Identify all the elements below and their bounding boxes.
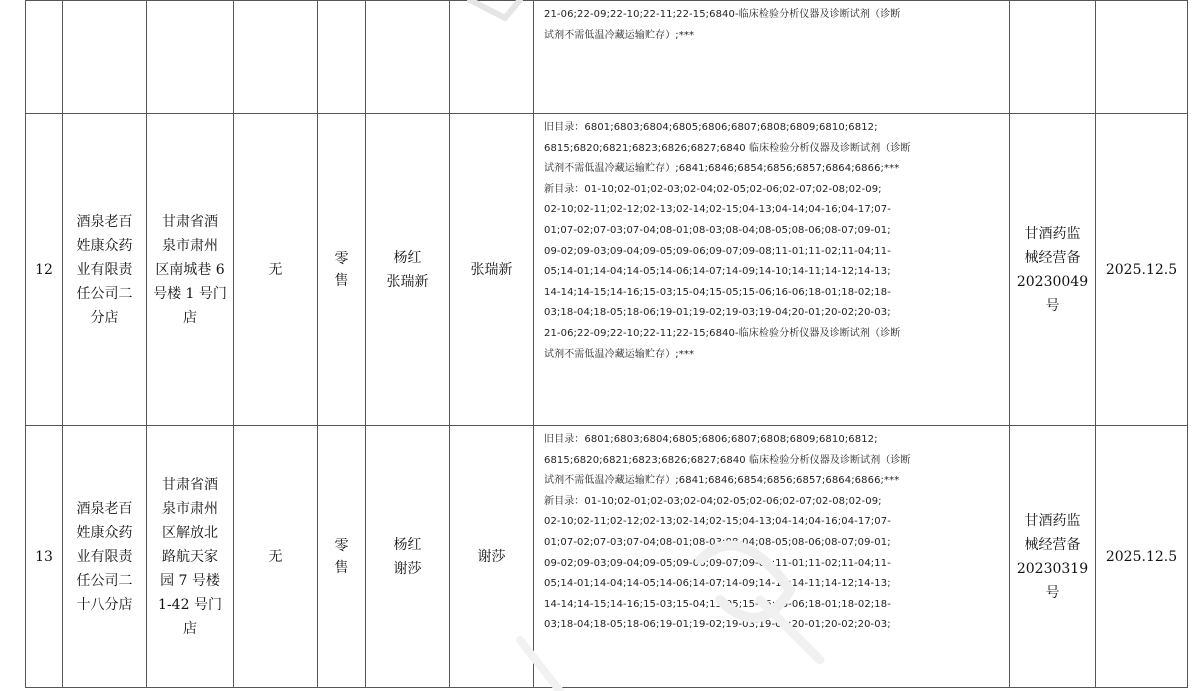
cell-col4 [234, 1, 318, 114]
scope-line: 09-02;09-03;09-04;09-05;09-06;09-07;09-08;11-01;11-02;11-04;11- [544, 245, 891, 257]
address-line: 泉市肃州 [162, 500, 218, 517]
mode-char: 零 [334, 250, 349, 267]
address-line: 号楼 1 号门 [153, 285, 227, 302]
address-line: 泉市肃州 [162, 237, 218, 254]
license-line: 20230319 [1016, 560, 1089, 577]
scope-line: 试剂不需低温冷藏运输贮存）;6841;6846;6854;6856;6857;6864;6866;*** [544, 163, 900, 175]
scope-line: 旧目录：6801;6803;6804;6805;6806;6807;6808;6809;6810;6812; [544, 434, 878, 445]
cell-address [147, 114, 234, 426]
scope-line: 03;18-04;18-05;18-06;19-01;19-02;19-03;19-04;20-01;20-02;20-03; [544, 619, 891, 631]
scope-line: 新目录：01-10;02-01;02-03;02-04;02-05;02-06;02-07;02-08;02-09; [544, 183, 882, 195]
company-line: 姓康众药 [76, 524, 133, 541]
license-line: 械经营备 [1024, 249, 1081, 266]
scope-line: 试剂不需低温冷藏运输贮存）;6841;6846;6854;6856;6857;6864;6866;*** [544, 475, 900, 487]
license-line: 20230049 [1016, 273, 1089, 290]
cell-persons [366, 426, 450, 688]
cell-number: 13 [26, 426, 63, 688]
cell-address [147, 1, 234, 114]
company-line: 任公司二 [76, 572, 133, 589]
scope-line: 新目录：01-10;02-01;02-03;02-04;02-05;02-06;02-07;02-08;02-09; [544, 495, 882, 507]
address-line: 路航天家 [162, 548, 218, 565]
table-row [26, 426, 1188, 688]
scope-line: 旧目录：6801;6803;6804;6805;6806;6807;6808;6809;6810;6812; [544, 122, 878, 133]
license-line: 甘酒药监 [1024, 512, 1081, 529]
address-line: 店 [183, 309, 197, 326]
scope-line: 03;18-04;18-05;18-06;19-01;19-02;19-03;19-04;20-01;20-02;20-03; [544, 307, 891, 319]
cell-date: 2025.12.5 [1096, 426, 1188, 688]
cell-business-scope [534, 1, 1010, 114]
cell-persons [366, 1, 450, 114]
scope-line: 21-06;22-09;22-10;22-11;22-15;6840-临床检验分析仪器及诊断试剂（诊断 [544, 9, 901, 20]
cell-company [63, 426, 147, 688]
cell-number: 12 [26, 114, 63, 426]
license-line: 号 [1045, 584, 1060, 601]
cell-quality: 谢莎 [450, 426, 534, 688]
cell-license [1010, 426, 1096, 688]
cell-mode [318, 426, 366, 688]
scope-line: 21-06;22-09;22-10;22-11;22-15;6840-临床检验分析仪器及诊断试剂（诊断 [544, 327, 901, 339]
cell-number [26, 1, 63, 114]
scope-line: 09-02;09-03;09-04;09-05;09-06;09-07;09-08;11-01;11-02;11-04;11- [544, 557, 891, 569]
scope-line: 6815;6820;6821;6823;6826;6827;6840 临床检验分析仪器及诊断试剂（诊断 [544, 142, 911, 154]
scope-line: 02-10;02-11;02-12;02-13;02-14;02-15;04-13;04-14;04-16;04-17;07- [544, 516, 891, 528]
license-line: 械经营备 [1024, 536, 1081, 553]
scope-line: 02-10;02-11;02-12;02-13;02-14;02-15;04-13;04-14;04-16;04-17;07- [544, 204, 891, 216]
scope-line: 试剂不需低温冷藏运输贮存）;*** [544, 29, 695, 41]
registration-table [25, 0, 1188, 688]
cell-business-scope [534, 426, 1010, 688]
address-line: 甘肃省酒 [162, 213, 218, 230]
cell-quality: 张瑞新 [450, 114, 534, 426]
company-line: 业有限责 [76, 261, 133, 278]
person-name: 杨红 [393, 536, 422, 553]
scope-line: 14-14;14-15;14-16;15-03;15-04;15-05;15-06;16-06;18-01;18-02;18- [544, 598, 891, 610]
scope-line: 14-14;14-15;14-16;15-03;15-04;15-05;15-06;16-06;18-01;18-02;18- [544, 286, 891, 298]
address-line: 区解放北 [162, 524, 218, 541]
address-line: 店 [183, 620, 197, 637]
company-line: 业有限责 [76, 548, 133, 565]
scope-line: 01;07-02;07-03;07-04;08-01;08-03;08-04;08-05;08-06;08-07;09-01; [544, 536, 891, 548]
address-line: 甘肃省酒 [162, 476, 218, 493]
address-line: 1-42 号门 [158, 596, 222, 613]
company-line: 分店 [90, 309, 119, 326]
cell-col4: 无 [234, 426, 318, 688]
license-line: 甘酒药监 [1024, 225, 1081, 242]
scope-line: 05;14-01;14-04;14-05;14-06;14-07;14-09;14-10;14-11;14-12;14-13; [544, 266, 891, 278]
table-row [26, 114, 1188, 426]
person-name: 杨红 [393, 249, 422, 266]
license-line: 号 [1045, 297, 1060, 314]
cell-mode [318, 1, 366, 114]
mode-char: 售 [334, 559, 349, 576]
person-name: 张瑞新 [386, 273, 429, 290]
company-line: 任公司二 [76, 285, 133, 302]
cell-company [63, 114, 147, 426]
company-line: 姓康众药 [76, 237, 133, 254]
cell-license [1010, 1, 1096, 114]
scope-line: 6815;6820;6821;6823;6826;6827;6840 临床检验分析仪器及诊断试剂（诊断 [544, 454, 911, 466]
company-line: 酒泉老百 [76, 213, 133, 230]
scope-line: 试剂不需低温冷藏运输贮存）;*** [544, 348, 695, 360]
cell-company [63, 1, 147, 114]
scope-line: 01;07-02;07-03;07-04;08-01;08-03;08-04;08-05;08-06;08-07;09-01; [544, 224, 891, 236]
cell-address [147, 426, 234, 688]
cell-persons [366, 114, 450, 426]
company-line: 酒泉老百 [76, 500, 133, 517]
cell-col4: 无 [234, 114, 318, 426]
scope-line: 05;14-01;14-04;14-05;14-06;14-07;14-09;14-10;14-11;14-12;14-13; [544, 578, 891, 590]
table-row [26, 1, 1188, 114]
cell-mode [318, 114, 366, 426]
cell-license [1010, 114, 1096, 426]
cell-quality [450, 1, 534, 114]
person-name: 谢莎 [393, 560, 422, 577]
company-line: 十八分店 [76, 596, 133, 613]
mode-char: 零 [334, 537, 349, 554]
mode-char: 售 [334, 272, 349, 289]
cell-date [1096, 1, 1188, 114]
cell-business-scope [534, 114, 1010, 426]
cell-date: 2025.12.5 [1096, 114, 1188, 426]
address-line: 区南城巷 6 [155, 261, 225, 278]
address-line: 园 7 号楼 [160, 572, 220, 589]
